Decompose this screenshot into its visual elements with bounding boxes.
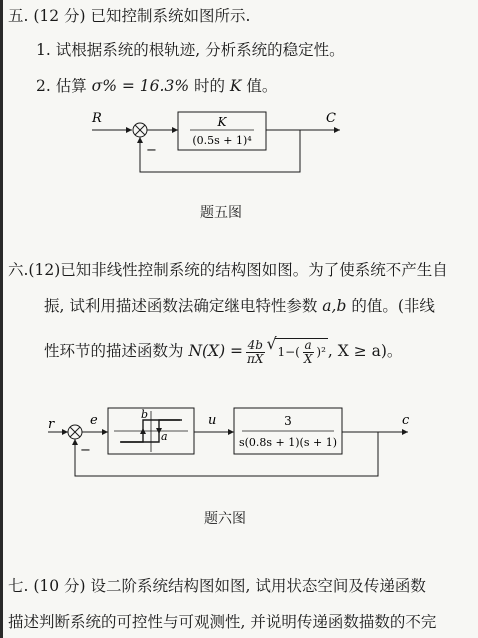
- output-label-c: c: [402, 413, 410, 428]
- left-margin-bar: [0, 0, 3, 638]
- input-label-r: r: [48, 417, 55, 432]
- problem6-caption: 题六图: [204, 511, 246, 527]
- feedback-sign: −: [146, 143, 157, 158]
- relay-a-label: a: [161, 430, 168, 443]
- problem6-line1: 六.(12)已知非线性控制系统的结构图如图。为了使系统不产生自: [8, 261, 448, 279]
- problem5-caption: 题五图: [200, 205, 242, 221]
- tf-denominator: (0.5s + 1)⁴: [192, 134, 252, 147]
- problem7-line1: 七. (10 分) 设二阶系统结构图如图, 试用状态空间及传递函数: [8, 577, 426, 595]
- error-label-e: e: [90, 413, 98, 428]
- output-label-C: C: [326, 111, 336, 126]
- sqrt-expression: √ 1−( $\frac{a}{X}$ )²: [275, 338, 327, 366]
- relay-characteristic: [114, 411, 188, 452]
- feedback-sign: −: [80, 443, 91, 458]
- problem5-block-diagram: [0, 108, 478, 188]
- summing-junction: [133, 123, 147, 137]
- problem6-describing-function: 性环节的描述函数为 N(X) = $\frac{4b}{\pi X}$ √ 1−( $\frac{a}{X}$ )² , X ≥ a)。: [44, 338, 402, 366]
- problem5-item1: 1. 试根据系统的根轨迹, 分析系统的稳定性。: [36, 41, 345, 59]
- plant-denominator: s(0.8s + 1)(s + 1): [238, 436, 338, 449]
- sigma-expression: σ% = 16.3%: [91, 77, 190, 95]
- tf-numerator: K: [217, 115, 227, 129]
- problem5-header: 五. (12 分) 已知控制系统如图所示.: [8, 7, 251, 25]
- input-label-R: R: [92, 111, 102, 126]
- problem6-line2: 振, 试利用描述函数法确定继电特性参数 a,b 的值。(非线: [44, 297, 435, 315]
- problem6-block-diagram: [0, 392, 478, 492]
- signal-label-u: u: [208, 413, 217, 428]
- problem7-line2: 描述判断系统的可控性与可观测性, 并说明传递函数描数的不完: [8, 613, 437, 631]
- relay-b-label: b: [141, 408, 149, 421]
- problem5-item2: 2. 估算 σ% = 16.3% 时的 K 值。: [36, 77, 278, 95]
- summing-junction: [68, 425, 82, 439]
- plant-numerator: 3: [284, 414, 292, 428]
